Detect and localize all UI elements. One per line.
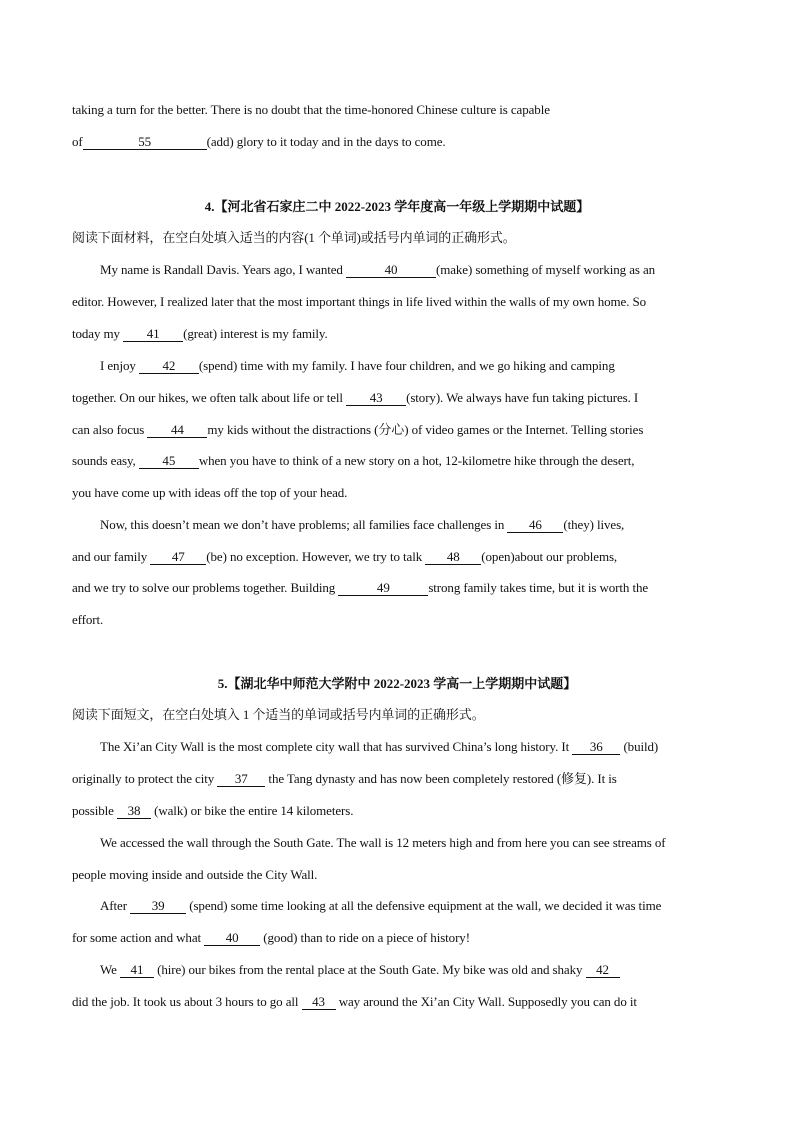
section4-line — [100, 262, 722, 278]
text: can also focus — [72, 422, 148, 437]
text: for some action and what — [72, 930, 205, 945]
section5-instruction: 阅读下面短文，在空白处填入 1 个适当的单词或括号内单词的正确形式。 — [72, 707, 485, 722]
section4-line: effort. — [72, 612, 104, 627]
passage3-line — [72, 134, 722, 150]
section4-line — [72, 326, 722, 342]
text: (open)about our problems, — [481, 549, 618, 564]
section5-heading: 5.【湖北华中师范大学附中 2022-2023 学高一上学期期中试题】 — [217, 676, 577, 691]
text: and our family — [72, 549, 151, 564]
section4-line — [100, 517, 722, 533]
blank-44[interactable]: 44 — [147, 423, 207, 438]
text: I enjoy — [100, 358, 139, 373]
section5-line — [72, 803, 722, 819]
text: (story). We always have fun taking pictures. I — [406, 390, 639, 405]
section4-line — [72, 390, 722, 406]
passage3-line: taking a turn for the better. There is no doubt that the time-honored Chinese culture is capable — [72, 102, 550, 117]
blank-43[interactable]: 43 — [346, 391, 406, 406]
section5-line — [72, 930, 722, 946]
blank-46[interactable]: 46 — [507, 518, 563, 533]
text: (they) lives, — [563, 517, 625, 532]
section4-heading: 4.【河北省石家庄二中 2022-2023 学年度高一年级上学期期中试题】 — [204, 199, 590, 214]
text: did the job. It took us about 3 hours to go all — [72, 994, 302, 1009]
blank-36[interactable]: 36 — [572, 740, 620, 755]
section5-line: people moving inside and outside the City Wall. — [72, 867, 318, 882]
text: and we try to solve our problems together. Building — [72, 580, 339, 595]
text: (good) than to ride on a piece of history! — [260, 930, 470, 945]
text: (walk) or bike the entire 14 kilometers. — [150, 803, 354, 818]
blank-39[interactable]: 39 — [130, 899, 186, 914]
text: sounds easy, — [72, 453, 139, 468]
text: We — [100, 962, 120, 977]
text: Now, this doesn’t mean we don’t have problems; all families face challenges in — [100, 517, 508, 532]
section4-line — [72, 453, 722, 469]
text: (spend) time with my family. I have four children, and we go hiking and camping — [198, 358, 615, 373]
section5-line — [100, 739, 722, 755]
blank-48[interactable]: 48 — [425, 550, 481, 565]
section5-line: We accessed the wall through the South Gate. The wall is 12 meters high and from here you can see streams of — [100, 835, 666, 850]
section4-instruction: 阅读下面材料，在空白处填入适当的内容(1 个单词)或括号内单词的正确形式。 — [72, 230, 516, 245]
text: strong family takes time, but it is worth the — [428, 580, 649, 595]
text: (add) glory to it today and in the days to come. — [206, 134, 446, 149]
text: of — [72, 134, 83, 149]
text: (spend) some time looking at all the defensive equipment at the wall, we decided it was time — [186, 898, 662, 913]
section4-line: editor. However, I realized later that the most important things in life lived within the walls of my own home. So — [72, 294, 647, 309]
text: together. On our hikes, we often talk about life or tell — [72, 390, 347, 405]
section4-line — [72, 422, 722, 438]
section4-line — [72, 580, 722, 596]
text: possible — [72, 803, 117, 818]
text: today my — [72, 326, 124, 341]
text: (make) something of myself working as an — [435, 262, 656, 277]
text: originally to protect the city — [72, 771, 218, 786]
text: my kids without the distractions (分心) of video games or the Internet. Telling stories — [207, 422, 644, 437]
blank-38[interactable]: 38 — [117, 804, 151, 819]
section5-line — [72, 994, 722, 1010]
blank-41[interactable]: 41 — [120, 963, 154, 978]
text: when you have to think of a new story on a hot, 12-kilometre hike through the desert, — [198, 453, 635, 468]
blank-45[interactable]: 45 — [139, 454, 199, 469]
section4-line — [100, 358, 722, 374]
blank-42[interactable]: 42 — [139, 359, 199, 374]
blank-42[interactable]: 42 — [586, 963, 620, 978]
text: (build) — [620, 739, 659, 754]
text: way around the Xi’an City Wall. Supposedly you can do it — [335, 994, 637, 1009]
section5-line — [72, 771, 722, 787]
text: The Xi’an City Wall is the most complete city wall that has survived China’s long history. It — [100, 739, 573, 754]
text: After — [100, 898, 131, 913]
blank-37[interactable]: 37 — [217, 772, 265, 787]
text: My name is Randall Davis. Years ago, I wanted — [100, 262, 346, 277]
blank-41[interactable]: 41 — [123, 327, 183, 342]
section4-line — [72, 549, 722, 565]
blank-55[interactable]: 55 — [83, 135, 207, 150]
section5-line — [100, 962, 722, 978]
text: the Tang dynasty and has now been completely restored (修复). It is — [265, 771, 617, 786]
blank-40[interactable]: 40 — [346, 263, 436, 278]
blank-49[interactable]: 49 — [338, 581, 428, 596]
section4-line: you have come up with ideas off the top of your head. — [72, 485, 348, 500]
blank-47[interactable]: 47 — [150, 550, 206, 565]
blank-43[interactable]: 43 — [302, 995, 336, 1010]
text: (hire) our bikes from the rental place at the South Gate. My bike was old and shaky — [153, 962, 586, 977]
section5-line — [100, 898, 722, 914]
text: (great) interest is my family. — [183, 326, 328, 341]
blank-40[interactable]: 40 — [204, 931, 260, 946]
text: (be) no exception. However, we try to talk — [206, 549, 426, 564]
